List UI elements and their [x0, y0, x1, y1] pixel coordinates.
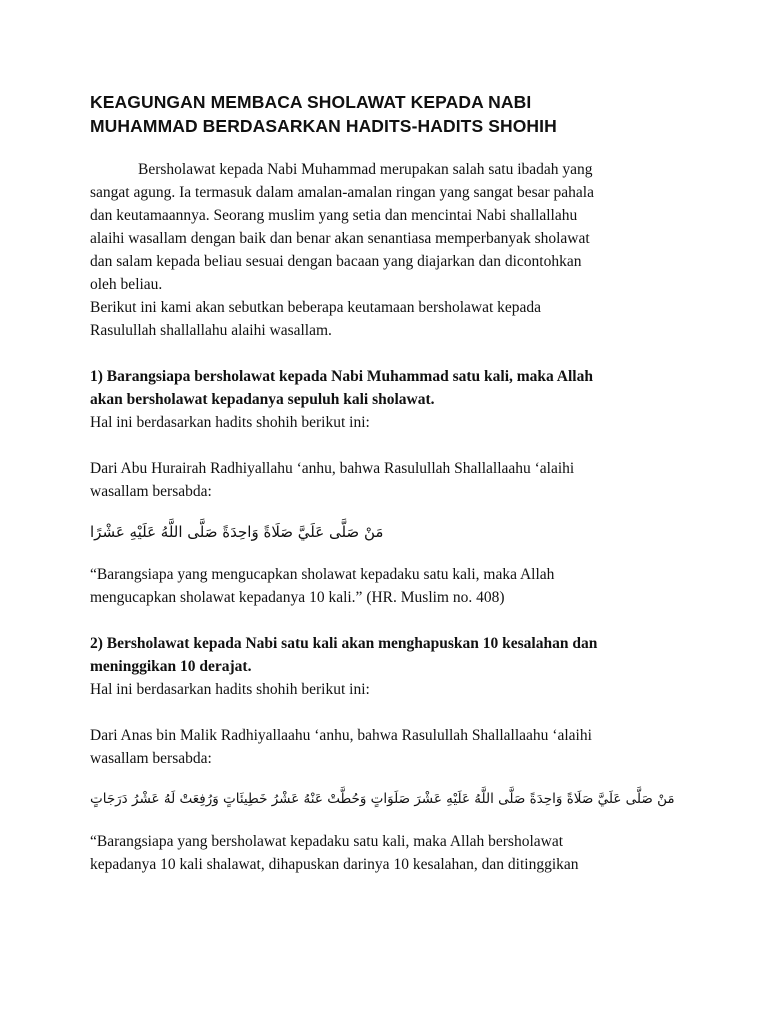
title-line-1: KEAGUNGAN MEMBACA SHOLAWAT KEPADA NABI: [90, 92, 532, 112]
document-title: [90, 90, 690, 138]
intro-line: dan keutamaannya. Seorang muslim yang setia dan mencintai Nabi shallallahu: [90, 207, 578, 224]
spacer: [90, 434, 690, 457]
point1-narration: [90, 457, 690, 503]
intro-line: oleh beliau.: [90, 276, 163, 293]
point2-heading-line: meninggikan 10 derajat.: [90, 658, 252, 675]
intro-paragraph: [90, 158, 690, 181]
point1-narration-line: Dari Abu Hurairah Radhiyallahu ‘anhu, bahwa Rasulullah Shallallaahu ‘alaihi: [90, 460, 575, 477]
point2-narration-line: Dari Anas bin Malik Radhiyallaahu ‘anhu, bahwa Rasulullah Shallallaahu ‘alaihi: [90, 727, 592, 744]
point1-translation: [90, 563, 690, 609]
intro-continuation: [90, 181, 690, 342]
point2-narration-line: wasallam bersabda:: [90, 750, 212, 767]
point1-heading-line: 1) Barangsiapa bersholawat kepada Nabi Muhammad satu kali, maka Allah: [90, 368, 593, 385]
intro-line: Rasulullah shallallahu alaihi wasallam.: [90, 322, 332, 339]
intro-line: dan salam kepada beliau sesuai dengan bacaan yang diajarkan dan dicontohkan: [90, 253, 582, 270]
point2-translation-line: kepadanya 10 kali shalawat, dihapuskan darinya 10 kesalahan, dan ditinggikan: [90, 856, 579, 873]
point1-translation-line: mengucapkan sholawat kepadanya 10 kali.” (HR. Muslim no. 408): [90, 589, 505, 606]
intro-line: Berikut ini kami akan sebutkan beberapa keutamaan bersholawat kepada: [90, 299, 542, 316]
point1-arabic-hadith: مَنْ صَلَّى عَلَيَّ صَلَاةً وَاحِدَةً صَلَّى اللَّهُ عَلَيْهِ عَشْرًا: [90, 523, 384, 541]
point2-heading: [90, 632, 690, 678]
intro-line: alaihi wasallam dengan baik dan benar akan senantiasa memperbanyak sholawat: [90, 230, 590, 247]
point1-narration-line: wasallam bersabda:: [90, 483, 212, 500]
spacer: [90, 770, 690, 780]
intro-line: sangat agung. Ia termasuk dalam amalan-amalan ringan yang sangat besar pahala: [90, 184, 594, 201]
point2-translation: [90, 830, 690, 876]
document-page: [90, 90, 690, 876]
point2-basis: Hal ini berdasarkan hadits shohih berikut ini:: [90, 681, 370, 698]
spacer: [90, 701, 690, 724]
point1-heading-line: akan bersholawat kepadanya sepuluh kali sholawat.: [90, 391, 435, 408]
point1-heading: [90, 365, 690, 411]
point2-translation-line: “Barangsiapa yang bersholawat kepadaku satu kali, maka Allah bersholawat: [90, 833, 564, 850]
title-line-2: MUHAMMAD BERDASARKAN HADITS-HADITS SHOHIH: [90, 116, 557, 136]
point1-basis: Hal ini berdasarkan hadits shohih berikut ini:: [90, 414, 370, 431]
spacer: [90, 503, 690, 513]
spacer: [90, 342, 690, 365]
spacer: [90, 609, 690, 632]
spacer: [90, 816, 690, 830]
intro-line: Bersholawat kepada Nabi Muhammad merupakan salah satu ibadah yang: [138, 161, 593, 178]
point1-translation-line: “Barangsiapa yang mengucapkan sholawat kepadaku satu kali, maka Allah: [90, 566, 555, 583]
spacer: [90, 549, 690, 563]
point2-narration: [90, 724, 690, 770]
point2-arabic-hadith: مَنْ صَلَّى عَلَيَّ صَلَاةً وَاحِدَةً صَلَّى اللَّهُ عَلَيْهِ عَشْرَ صَلَوَاتٍ وَحُطَّتْ عَنْهُ عَشْرُ خَطِيئَاتٍ وَرُفِعَتْ لَهُ عَشْرُ دَرَجَاتٍ: [90, 791, 675, 807]
point2-heading-line: 2) Bersholawat kepada Nabi satu kali akan menghapuskan 10 kesalahan dan: [90, 635, 598, 652]
